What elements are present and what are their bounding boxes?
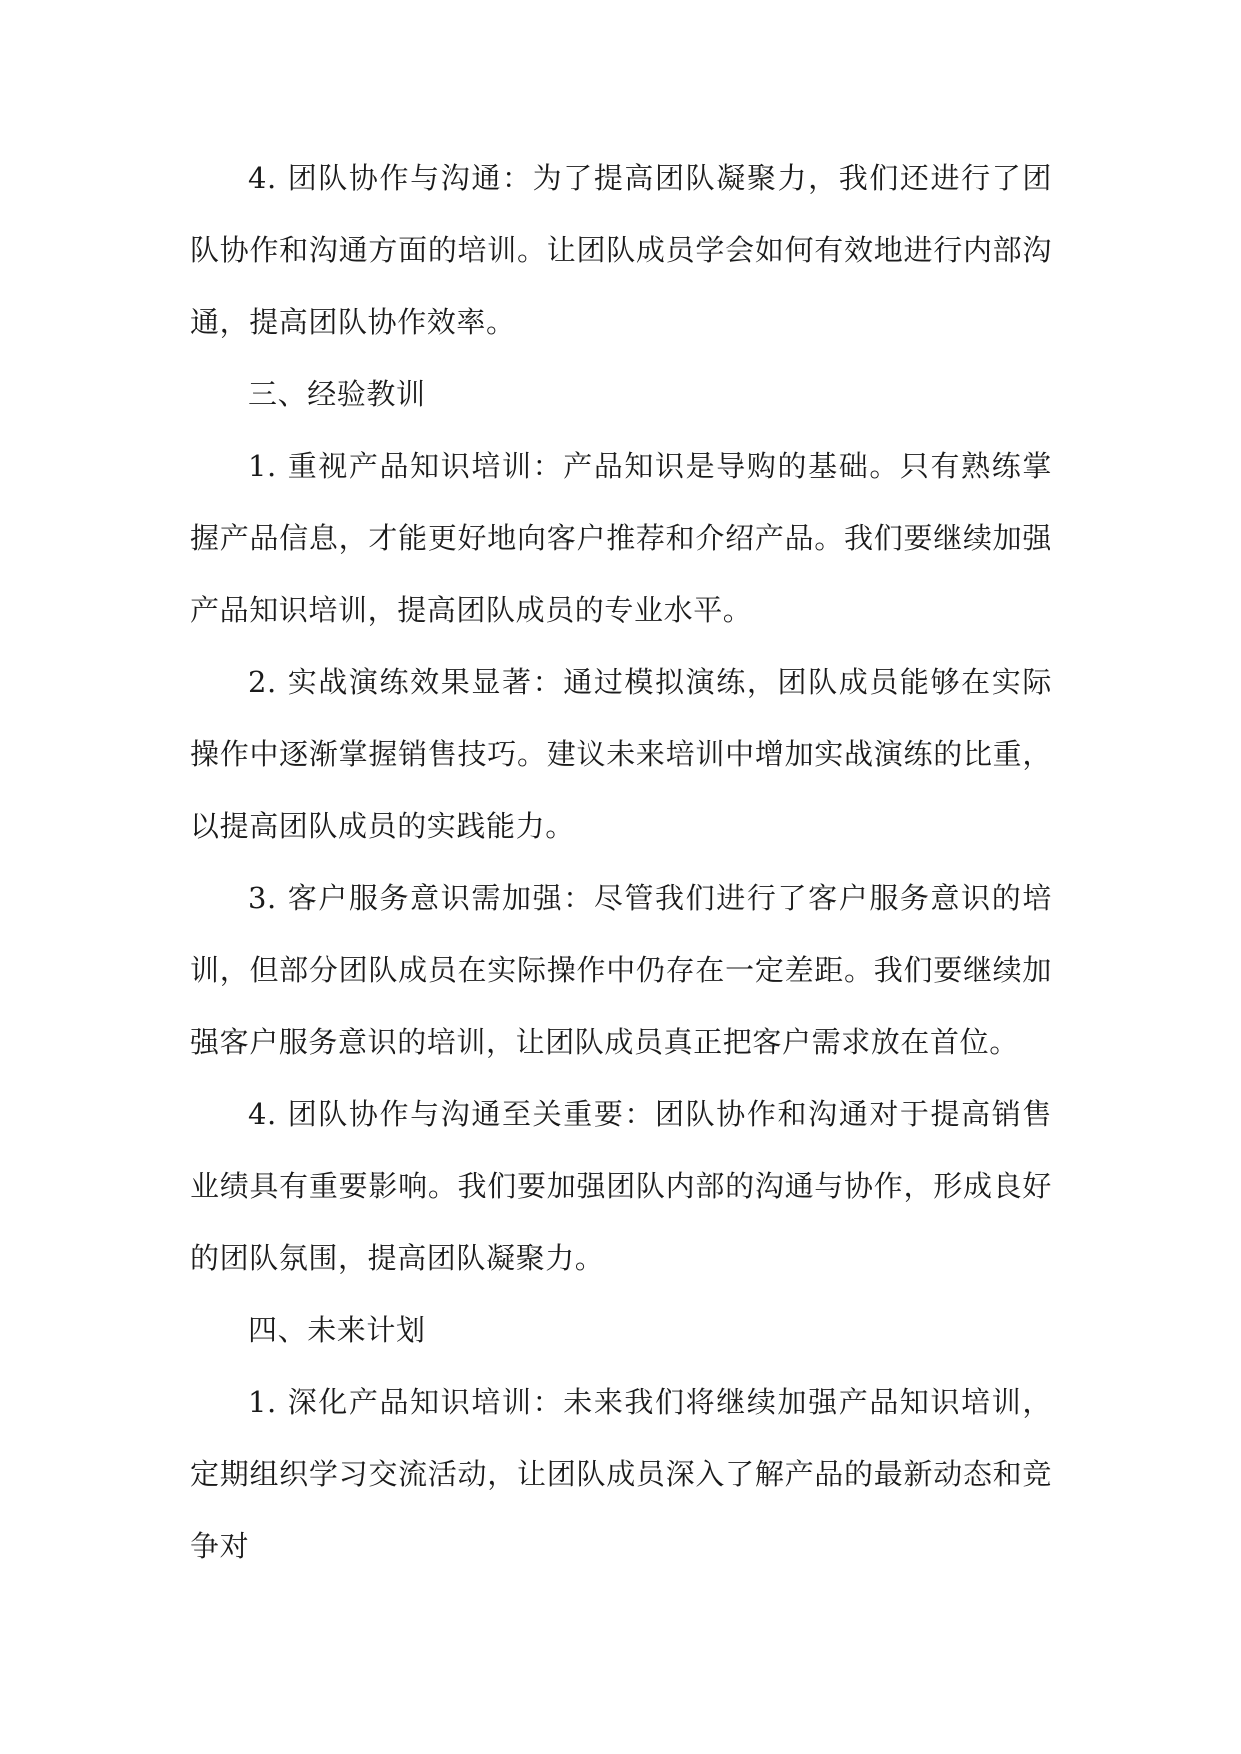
paragraph-product-knowledge: 1. 重视产品知识培训：产品知识是导购的基础。只有熟练掌握产品信息，才能更好地向客户推荐和介绍产品。我们要继续加强产品知识培训，提高团队成员的专业水平。	[190, 449, 1052, 627]
paragraph-practical-drills: 2. 实战演练效果显著：通过模拟演练，团队成员能够在实际操作中逐渐掌握销售技巧。建议未来培训中增加实战演练的比重，以提高团队成员的实践能力。	[190, 665, 1052, 843]
paragraph-team-collaboration-training: 4. 团队协作与沟通：为了提高团队凝聚力，我们还进行了团队协作和沟通方面的培训。让团队成员学会如何有效地进行内部沟通，提高团队协作效率。	[190, 161, 1052, 339]
paragraph-customer-service: 3. 客户服务意识需加强：尽管我们进行了客户服务意识的培训，但部分团队成员在实际操作中仍存在一定差距。我们要继续加强客户服务意识的培训，让团队成员真正把客户需求放在首位。	[190, 881, 1052, 1059]
section-heading-future-plans: 四、未来计划	[248, 1313, 426, 1347]
document-body	[190, 142, 1052, 1582]
paragraph-deepen-training: 1. 深化产品知识培训：未来我们将继续加强产品知识培训，定期组织学习交流活动，让团队成员深入了解产品的最新动态和竞争对	[190, 1385, 1052, 1563]
section-heading-lessons-learned: 三、经验教训	[248, 377, 426, 411]
paragraph-team-communication: 4. 团队协作与沟通至关重要：团队协作和沟通对于提高销售业绩具有重要影响。我们要加强团队内部的沟通与协作，形成良好的团队氛围，提高团队凝聚力。	[190, 1097, 1052, 1275]
